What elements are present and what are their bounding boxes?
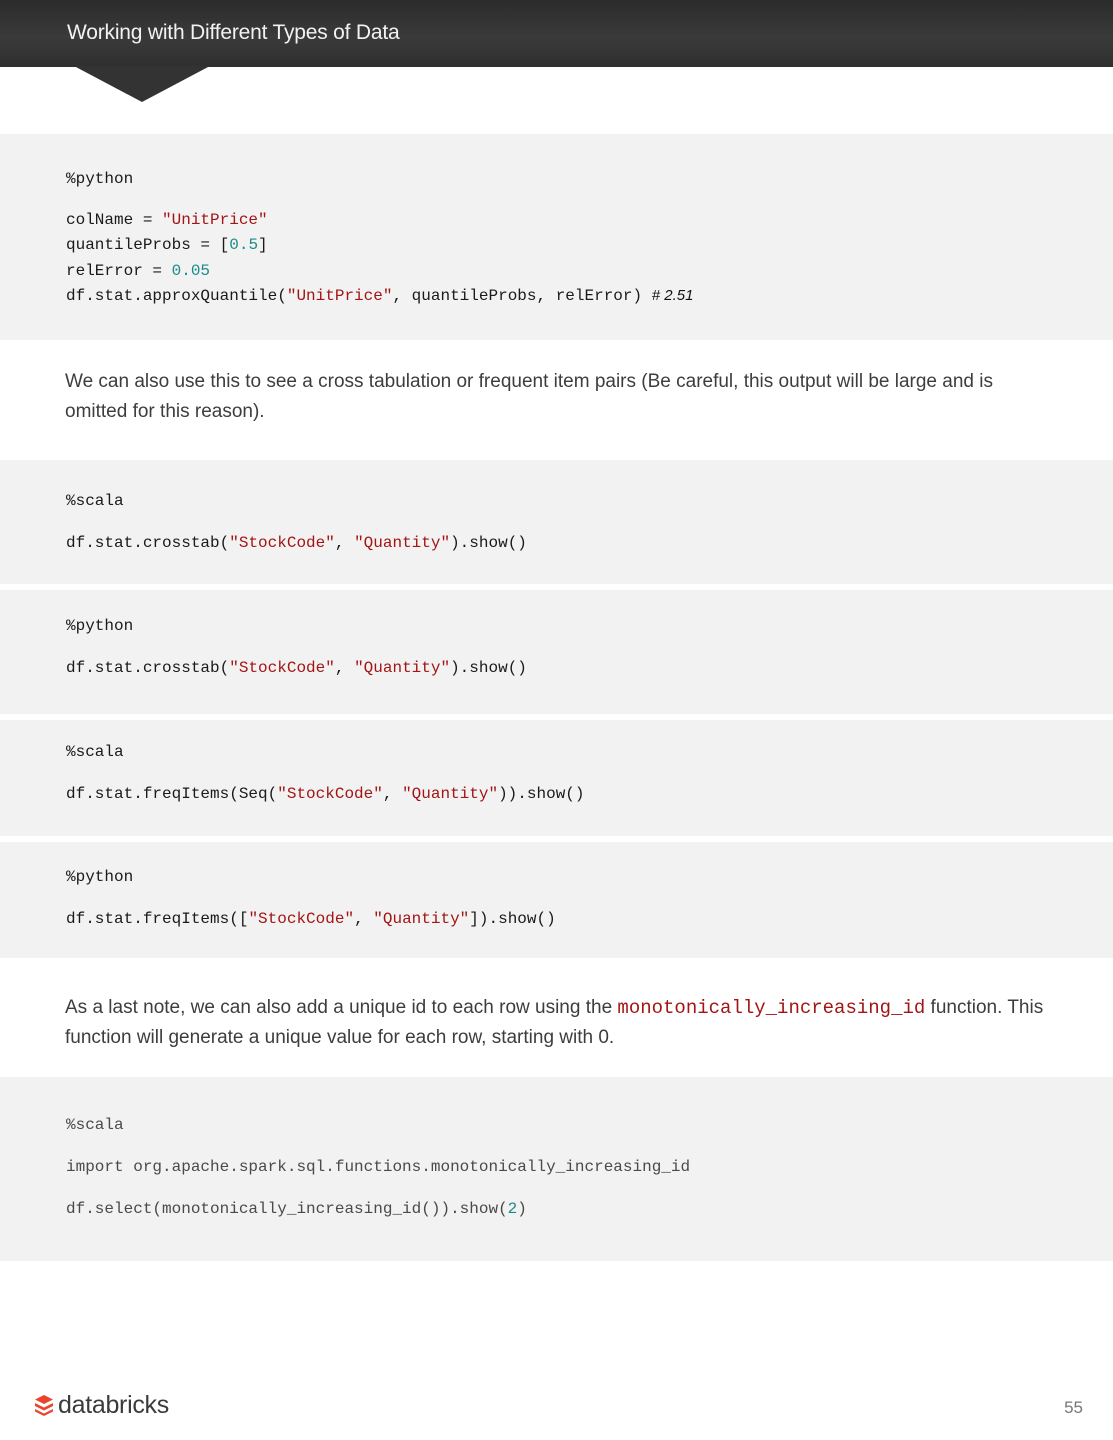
- code-block-crosstab-python: [0, 590, 1113, 714]
- code-language-tag: %scala: [66, 1116, 124, 1134]
- code-line: colName = "UnitPrice": [66, 211, 268, 229]
- code-language-tag: %python: [66, 617, 134, 635]
- code-block-freqitems-scala: [0, 720, 1113, 836]
- code-line: df.stat.freqItems(Seq("StockCode", "Quantity")).show(): [66, 785, 585, 803]
- code-language-tag: %python: [66, 868, 134, 886]
- header-title: Working with Different Types of Data: [67, 21, 400, 44]
- code-line: import org.apache.spark.sql.functions.monotonically_increasing_id: [66, 1158, 691, 1176]
- code-block-monotonic-id: [0, 1077, 1113, 1261]
- header-notch: [74, 66, 210, 102]
- code-block-approx-quantile: [0, 134, 1113, 340]
- code-line: df.stat.approxQuantile("UnitPrice", quantileProbs, relError) # 2.51: [66, 287, 694, 305]
- code-line: df.stat.crosstab("StockCode", "Quantity").show(): [66, 659, 527, 677]
- code-line: relError = 0.05: [66, 262, 211, 280]
- paragraph-crosstab-intro: We can also use this to see a cross tabulation or frequent item pairs (Be careful, this output will be large and is omitted for this reason).: [65, 371, 993, 422]
- code-language-tag: %scala: [66, 492, 124, 510]
- databricks-stack-icon: [34, 1394, 54, 1416]
- code-block-crosstab-scala: [0, 460, 1113, 584]
- code-block-freqitems-python: [0, 842, 1113, 958]
- brand-name: databricks: [58, 1390, 169, 1419]
- code-line: quantileProbs = [0.5]: [66, 236, 268, 254]
- code-line: df.select(monotonically_increasing_id()).show(2): [66, 1200, 527, 1218]
- page-header: [0, 0, 1113, 67]
- paragraph-monotonic-id: As a last note, we can also add a unique id to each row using the monotonically_increasing_id function. This function will generate a unique value for each row, starting with 0.: [65, 997, 1044, 1048]
- code-line: df.stat.crosstab("StockCode", "Quantity").show(): [66, 534, 527, 552]
- page-number: 55: [1064, 1398, 1083, 1417]
- inline-code: monotonically_increasing_id: [617, 997, 926, 1019]
- code-language-tag: %scala: [66, 743, 124, 761]
- databricks-logo: [34, 1391, 169, 1419]
- code-language-tag: %python: [66, 170, 134, 188]
- code-line: df.stat.freqItems(["StockCode", "Quantity"]).show(): [66, 910, 556, 928]
